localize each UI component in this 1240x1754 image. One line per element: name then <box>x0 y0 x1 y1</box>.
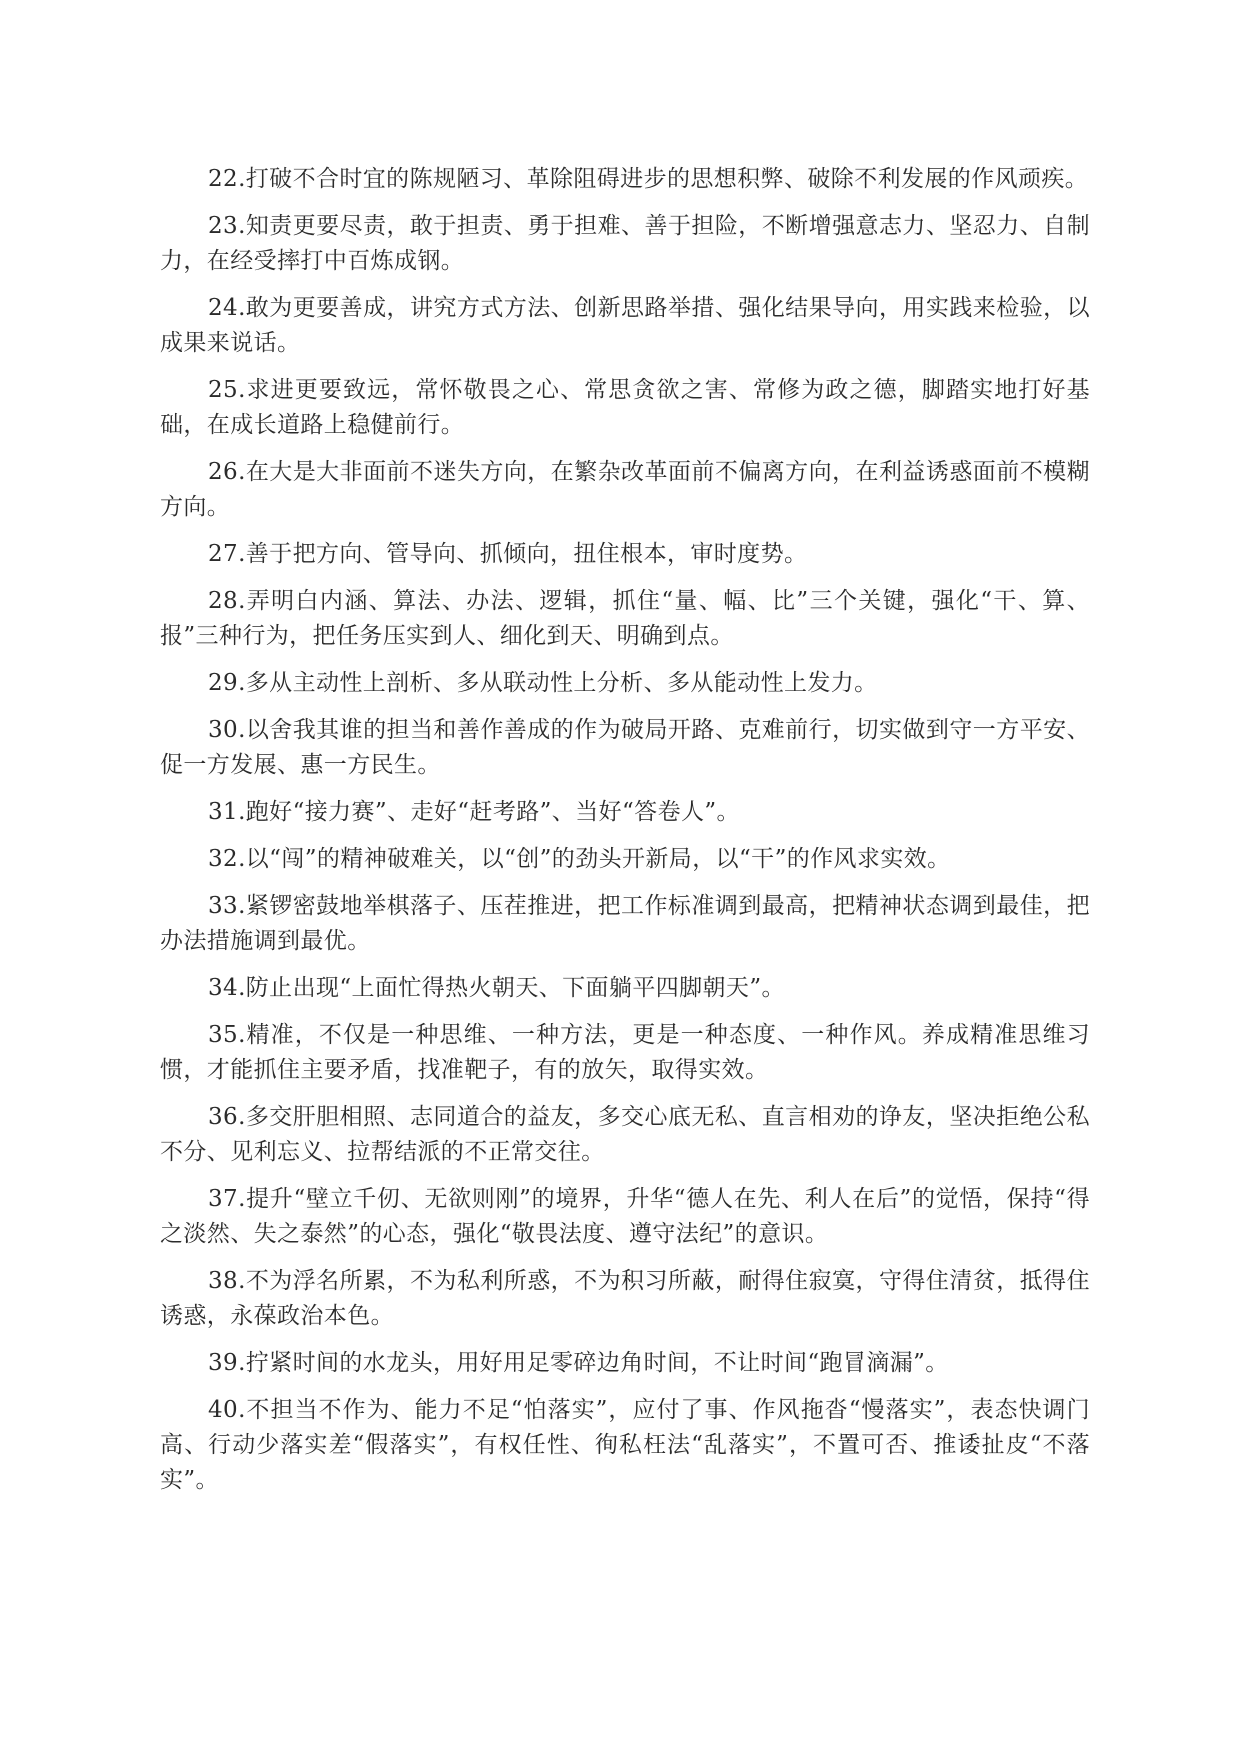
paragraph-35: 35.精准，不仅是一种思维、一种方法，更是一种态度、一种作风。养成精准思维习惯，才能抓住主要矛盾，找准靶子，有的放矢，取得实效。 <box>160 1022 1090 1083</box>
paragraph-28: 28.弄明白内涵、算法、办法、逻辑，抓住“量、幅、比”三个关键，强化“干、算、报”三种行为，把任务压实到人、细化到天、明确到点。 <box>160 588 1090 649</box>
paragraph-33: 33.紧锣密鼓地举棋落子、压茬推进，把工作标准调到最高，把精神状态调到最佳，把办法措施调到最优。 <box>160 893 1090 954</box>
paragraph-36: 36.多交肝胆相照、志同道合的益友，多交心底无私、直言相劝的诤友，坚决拒绝公私不分、见利忘义、拉帮结派的不正常交往。 <box>160 1104 1090 1165</box>
paragraph-38: 38.不为浮名所累，不为私利所惑，不为积习所蔽，耐得住寂寞，守得住清贫，抵得住诱惑，永葆政治本色。 <box>160 1268 1090 1329</box>
paragraph-32: 32.以“闯”的精神破难关，以“创”的劲头开新局，以“干”的作风求实效。 <box>208 846 951 872</box>
paragraph-22: 22.打破不合时宜的陈规陋习、革除阻碍进步的思想积弊、破除不利发展的作风顽疾。 <box>208 166 1089 192</box>
paragraph-23: 23.知责更要尽责，敢于担责、勇于担难、善于担险，不断增强意志力、坚忍力、自制力，在经受摔打中百炼成钢。 <box>160 213 1090 274</box>
paragraph-31: 31.跑好“接力赛”、走好“赶考路”、当好“答卷人”。 <box>208 799 740 825</box>
document-body <box>160 162 1090 1510</box>
paragraph-29: 29.多从主动性上剖析、多从联动性上分析、多从能动性上发力。 <box>208 670 878 696</box>
paragraph-40: 40.不担当不作为、能力不足“怕落实”，应付了事、作风拖沓“慢落实”，表态快调门高、行动少落实差“假落实”，有权任性、徇私枉法“乱落实”，不置可否、推诿扯皮“不落实”。 <box>160 1397 1090 1493</box>
paragraph-39: 39.拧紧时间的水龙头，用好用足零碎边角时间，不让时间“跑冒滴漏”。 <box>208 1350 949 1376</box>
paragraph-27: 27.善于把方向、管导向、抓倾向，扭住根本，审时度势。 <box>208 541 808 567</box>
paragraph-30: 30.以舍我其谁的担当和善作善成的作为破局开路、克难前行，切实做到守一方平安、促一方发展、惠一方民生。 <box>160 717 1090 778</box>
paragraph-37: 37.提升“壁立千仞、无欲则刚”的境界，升华“德人在先、利人在后”的觉悟，保持“得之淡然、失之泰然”的心态，强化“敬畏法度、遵守法纪”的意识。 <box>160 1186 1090 1247</box>
paragraph-25: 25.求进更要致远，常怀敬畏之心、常思贪欲之害、常修为政之德，脚踏实地打好基础，在成长道路上稳健前行。 <box>160 377 1090 438</box>
paragraph-26: 26.在大是大非面前不迷失方向，在繁杂改革面前不偏离方向，在利益诱惑面前不模糊方向。 <box>160 459 1090 520</box>
paragraph-24: 24.敢为更要善成，讲究方式方法、创新思路举措、强化结果导向，用实践来检验，以成果来说话。 <box>160 295 1090 356</box>
paragraph-34: 34.防止出现“上面忙得热火朝天、下面躺平四脚朝天”。 <box>208 975 785 1001</box>
